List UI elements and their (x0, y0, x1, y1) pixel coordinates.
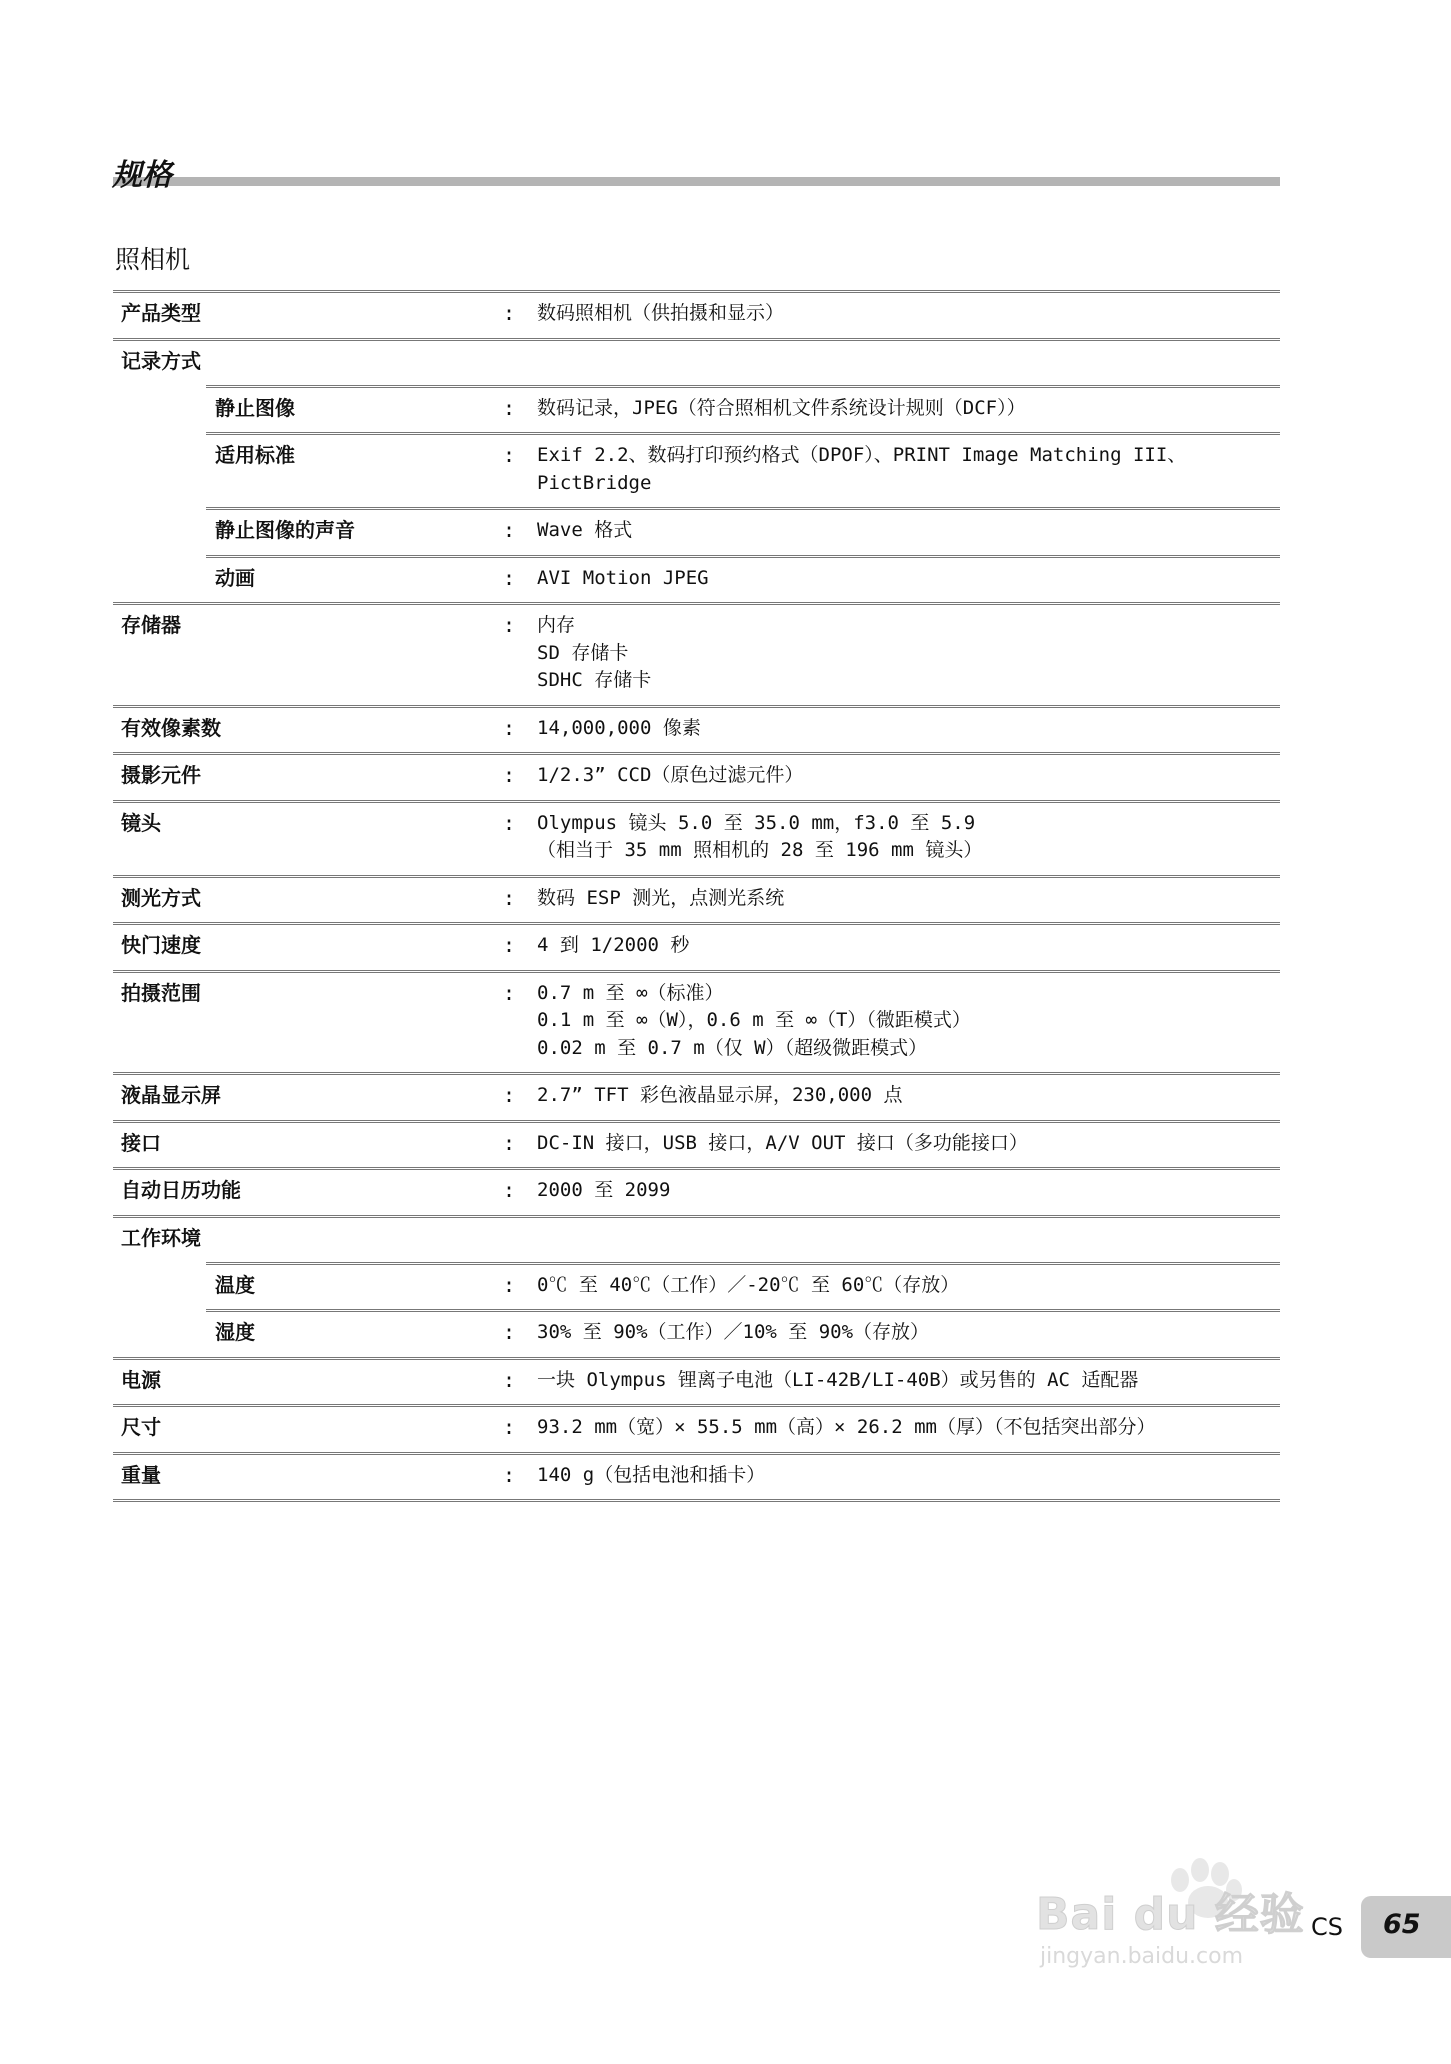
spec-label: 镜头 (121, 810, 161, 835)
spec-value: 内存 SD 存储卡 SDHC 存储卡 (537, 614, 652, 691)
spec-value: 0℃ 至 40℃（工作）／-20℃ 至 60℃（存放） (537, 1273, 960, 1296)
spec-label: 拍摄范围 (121, 980, 201, 1005)
watermark-brand: Bai du 经验 (1036, 1889, 1305, 1940)
spec-row (113, 875, 1280, 923)
spec-colon (503, 1218, 523, 1225)
title-rule (113, 177, 1280, 186)
spec-colon: : (503, 1320, 516, 1344)
spec-colon: : (503, 763, 516, 787)
spec-value: 30% 至 90%（工作）／10% 至 90%（存放） (537, 1321, 930, 1343)
spec-row (113, 1262, 1280, 1310)
spec-label: 快门速度 (121, 933, 201, 957)
spec-colon: : (503, 518, 516, 542)
spec-row (113, 1452, 1280, 1503)
spec-row (113, 705, 1280, 753)
spec-row (113, 290, 1280, 338)
spec-row (113, 338, 1280, 385)
spec-row (113, 1309, 1280, 1357)
spec-colon: : (503, 1083, 516, 1107)
spec-row (113, 1357, 1280, 1405)
spec-value: Exif 2.2、数码打印预约格式（DPOF）、PRINT Image Matching III、 PictBridge (537, 444, 1187, 494)
spec-value (523, 1218, 1280, 1262)
spec-colon: : (503, 301, 516, 325)
spec-row (113, 800, 1280, 875)
spec-row (113, 507, 1280, 555)
spec-row (113, 970, 1280, 1073)
spec-colon: : (503, 715, 516, 740)
spec-row (113, 385, 1280, 433)
spec-row (113, 432, 1280, 507)
spec-value: 一块 Olympus 锂离子电池（LI-42B/LI-40B）或另售的 AC 适配器 (537, 1368, 1139, 1391)
spec-label: 适用标准 (215, 443, 295, 467)
spec-colon: : (503, 443, 516, 467)
spec-value (523, 341, 1280, 385)
spec-label: 湿度 (215, 1320, 255, 1344)
spec-label: 动画 (215, 565, 255, 590)
spec-row (113, 1072, 1280, 1120)
section-title: 规格 (112, 158, 172, 193)
spec-value: AVI Motion JPEG (537, 566, 709, 589)
spec-value: DC-IN 接口，USB 接口，A/V OUT 接口（多功能接口） (537, 1131, 1028, 1154)
spec-colon: : (503, 1462, 516, 1487)
spec-colon (503, 341, 523, 348)
spec-label: 自动日历功能 (121, 1178, 241, 1202)
spec-row (113, 1404, 1280, 1452)
spec-colon: : (503, 565, 516, 590)
spec-row (113, 1167, 1280, 1215)
spec-row (113, 1120, 1280, 1168)
spec-value: 0.7 m 至 ∞（标准） 0.1 m 至 ∞（W），0.6 m 至 ∞（T）（微距模式） 0.02 m 至 0.7 m（仅 W）（超级微距模式） (537, 981, 971, 1059)
spec-row (113, 555, 1280, 603)
spec-colon: : (503, 1130, 516, 1155)
spec-label: 产品类型 (121, 301, 201, 325)
spec-label: 摄影元件 (121, 763, 201, 787)
spec-colon: : (503, 980, 516, 1005)
spec-colon: : (503, 613, 516, 637)
sub-title: 照相机 (115, 245, 191, 274)
spec-value: 数码记录，JPEG（符合照相机文件系统设计规则（DCF）） (537, 396, 1026, 419)
spec-label: 工作环境 (121, 1225, 201, 1250)
spec-label: 记录方式 (121, 348, 201, 373)
spec-row (113, 922, 1280, 970)
spec-colon: : (503, 1272, 516, 1297)
spec-label: 液晶显示屏 (121, 1083, 221, 1107)
spec-colon: : (503, 810, 516, 835)
spec-label: 电源 (121, 1367, 161, 1392)
spec-label: 静止图像的声音 (215, 518, 355, 542)
spec-value: 14,000,000 像素 (537, 716, 701, 739)
spec-row (113, 602, 1280, 705)
watermark-url: jingyan.baidu.com (1040, 1944, 1244, 1969)
spec-value: 2000 至 2099 (537, 1179, 671, 1201)
spec-label: 温度 (215, 1272, 255, 1297)
spec-colon: : (503, 885, 516, 910)
spec-colon: : (503, 1367, 516, 1392)
spec-value: 1/2.3” CCD（原色过滤元件） (537, 764, 804, 786)
spec-label: 存储器 (121, 613, 181, 637)
spec-value: 4 到 1/2000 秒 (537, 934, 690, 956)
spec-row (113, 1215, 1280, 1262)
spec-colon: : (503, 1415, 516, 1439)
spec-value: 数码 ESP 测光，点测光系统 (537, 886, 785, 909)
spec-label: 静止图像 (215, 395, 295, 420)
spec-row (113, 752, 1280, 800)
spec-value: 2.7” TFT 彩色液晶显示屏，230,000 点 (537, 1084, 903, 1106)
spec-value: 140 g（包括电池和插卡） (537, 1463, 766, 1486)
language-code: CS (1311, 1913, 1343, 1941)
spec-label: 测光方式 (121, 885, 201, 910)
spec-value: 93.2 mm（宽）× 55.5 mm（高）× 26.2 mm（厚）（不包括突出部分） (537, 1416, 1156, 1438)
spec-colon: : (503, 395, 516, 420)
spec-label: 重量 (121, 1462, 161, 1487)
spec-label: 尺寸 (121, 1415, 161, 1439)
spec-value: 数码照相机（供拍摄和显示） (537, 302, 785, 324)
spec-label: 接口 (121, 1130, 161, 1155)
spec-value: Olympus 镜头 5.0 至 35.0 mm，f3.0 至 5.9 （相当于 35 mm 照相机的 28 至 196 mm 镜头） (537, 811, 983, 861)
spec-value: Wave 格式 (537, 519, 633, 541)
page-number: 65 (1383, 1909, 1421, 1940)
spec-colon: : (503, 1178, 516, 1202)
spec-label: 有效像素数 (121, 715, 221, 740)
spec-colon: : (503, 933, 516, 957)
spec-table (113, 290, 1280, 1502)
